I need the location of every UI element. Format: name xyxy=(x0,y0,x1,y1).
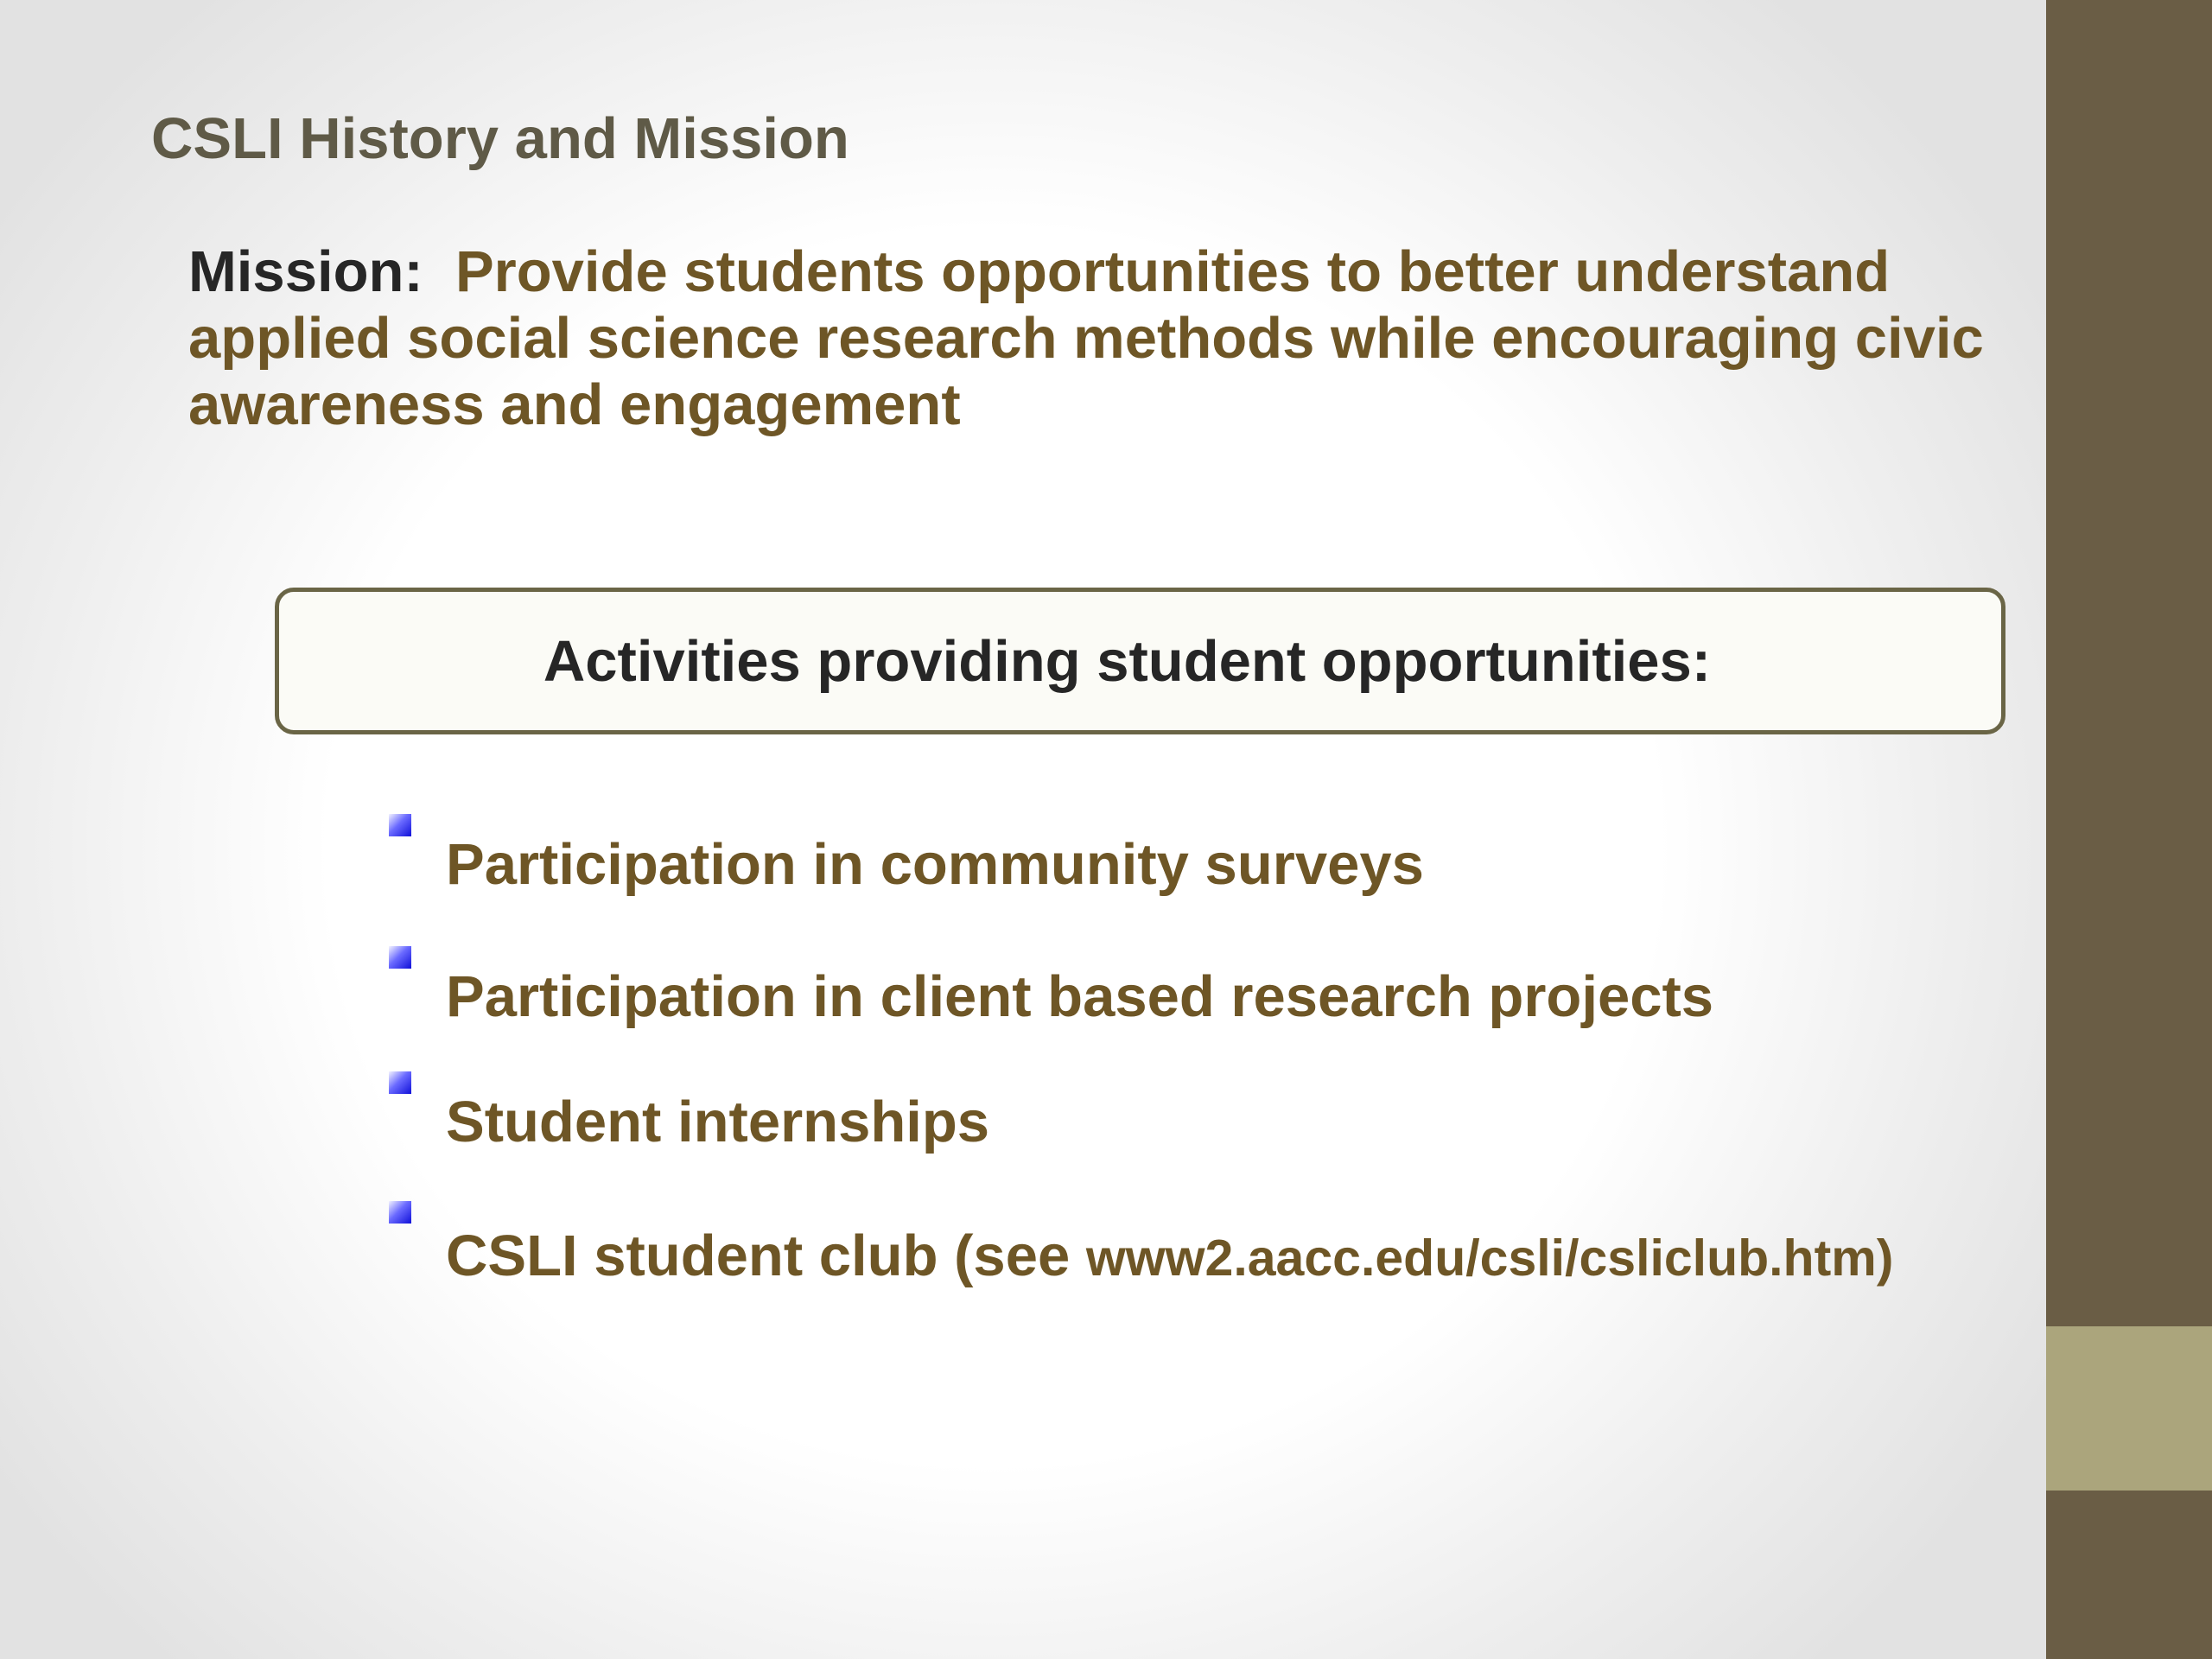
activities-heading: Activities providing student opportunities: xyxy=(543,628,1712,694)
list-item-text: Student internships xyxy=(446,1090,990,1154)
list-item-text: Participation in community surveys xyxy=(446,832,1424,897)
bullet-square-icon xyxy=(389,1201,411,1224)
list-item xyxy=(389,946,2031,1033)
bullet-square-icon xyxy=(389,1071,411,1094)
slide-title: CSLI History and Mission xyxy=(151,106,849,171)
club-item-text xyxy=(446,1223,1893,1289)
bullet-square-icon xyxy=(389,814,411,836)
side-band-accent-decoration xyxy=(2046,1326,2212,1491)
mission-label: Mission: xyxy=(188,239,423,304)
club-text: CSLI student club (see xyxy=(446,1224,1071,1288)
list-item xyxy=(389,1201,2031,1287)
list-item xyxy=(389,1071,2031,1158)
mission-statement xyxy=(188,238,2020,438)
list-item xyxy=(389,814,2031,900)
list-item-text: Participation in client based research projects xyxy=(446,964,1714,1029)
activities-box xyxy=(275,588,2005,734)
mission-text: Provide students opportunities to better understand applied social science research methods while encouraging civic awareness and engagement xyxy=(188,239,1984,437)
bullet-square-icon xyxy=(389,946,411,969)
club-url-link[interactable]: www2.aacc.edu/csli/csliclub.htm) xyxy=(1085,1230,1894,1287)
